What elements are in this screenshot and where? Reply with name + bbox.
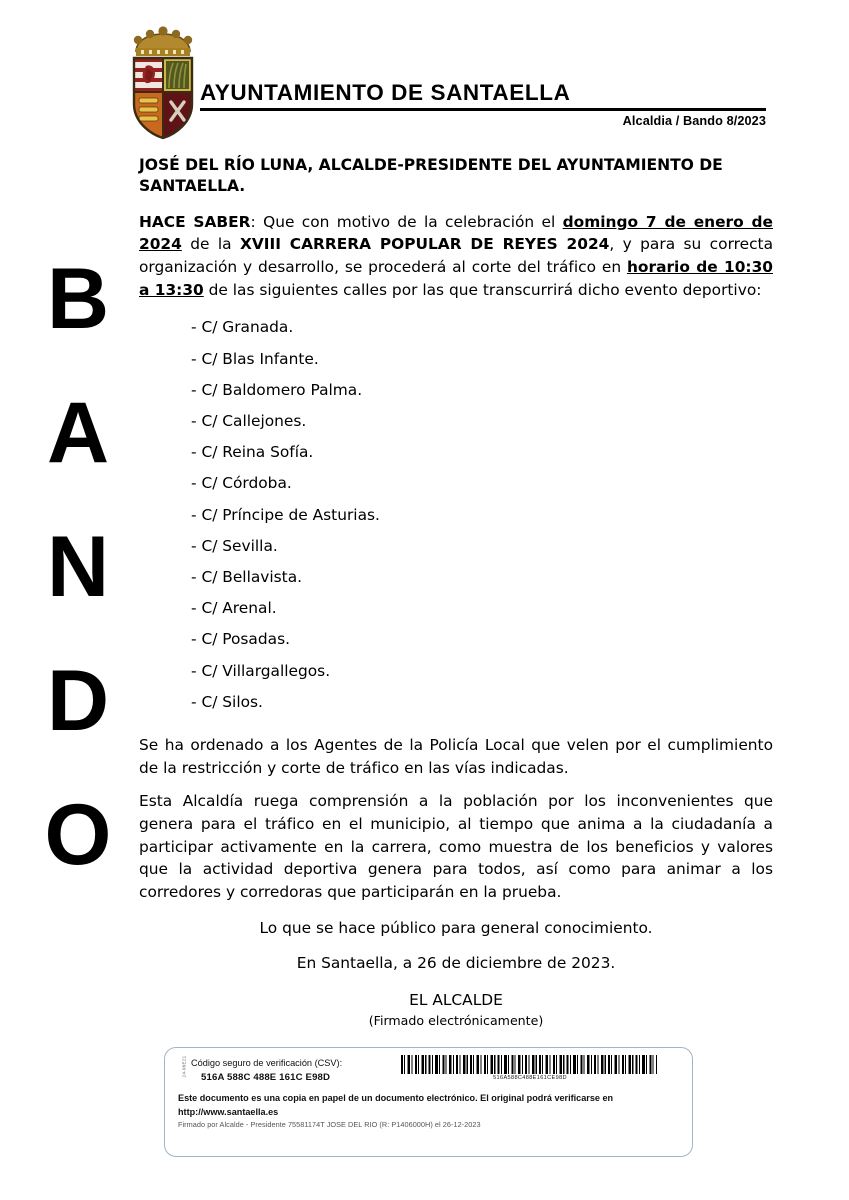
csv-note [178, 1092, 678, 1119]
police-paragraph: Se ha ordenado a los Agentes de la Policía Local que velen por el cumplimiento de la restricción y corte de tráfico en las vías indicadas. [139, 735, 773, 777]
document-reference-sidebar: 24-96E21 [181, 1055, 187, 1078]
list-item: - C/ Reina Sofía. [191, 443, 314, 462]
list-item: - C/ Baldomero Palma. [191, 380, 363, 399]
list-item: - C/ Silos. [191, 692, 263, 711]
list-item: - C/ Blas Infante. [191, 349, 319, 368]
event-name: XVIII CARRERA POPULAR DE REYES 2024 [239, 235, 610, 254]
street-closure-list [139, 312, 773, 718]
bando-letter-n: N [46, 519, 110, 615]
bando-letter-o: O [44, 787, 112, 883]
public-notice-line: Lo que se hace público para general conocimiento. [259, 919, 653, 938]
event-date: domingo 7 de enero de 2024 [139, 212, 773, 254]
csv-barcode-block [401, 1055, 659, 1081]
declaration-paragraph [139, 211, 773, 302]
addressee-line: JOSÉ DEL RÍO LUNA, ALCALDE-PRESIDENTE DEL AYUNTAMIENTO DE SANTAELLA. [139, 156, 723, 195]
place-and-date: En Santaella, a 26 de diciembre de 2023. [296, 954, 616, 973]
list-item: - C/ Sevilla. [191, 536, 278, 555]
coat-of-arms-icon [126, 26, 200, 140]
csv-note-text: Este documento es una copia en papel de un documento electrónico. El original podrá verificarse en [178, 1093, 614, 1103]
list-item: - C/ Posadas. [191, 630, 290, 649]
declaration-lead: HACE SABER [139, 212, 251, 231]
signer-note: (Firmado electrónicamente) [368, 1013, 544, 1029]
declaration-after-lead: : Que con motivo de la celebración el [250, 212, 563, 231]
list-item: - C/ Granada. [191, 318, 294, 337]
verification-url[interactable]: http://www.santaella.es [178, 1106, 279, 1117]
list-item: - C/ Príncipe de Asturias. [191, 505, 380, 524]
csv-verification-box [164, 1047, 693, 1157]
closing-block [139, 734, 773, 1031]
document-header [0, 0, 849, 148]
appeal-paragraph: Esta Alcaldía ruega comprensión a la población por los inconvenientes que genera para el tráfico en el municipio, al tiempo que anima a la ciudadanía a participar activamente en la carrera, como muestra de los beneficios y valores que la actividad deportiva genera para todos, así como para animar a los corredores y corredoras que participarán en la prueba. [139, 792, 773, 901]
bando-letter-b: B [46, 251, 110, 347]
list-item: - C/ Arenal. [191, 599, 277, 618]
barcode-caption: 516A588C488E161CE98D [493, 1075, 567, 1081]
signer-title: EL ALCALDE [409, 990, 503, 1009]
barcode-icon [401, 1055, 657, 1074]
document-body [139, 155, 773, 1031]
declaration-tail: de las siguientes calles por las que transcurrirá dicho evento deportivo: [203, 280, 762, 299]
header-divider [200, 108, 766, 111]
declaration-mid-1: de la [181, 235, 240, 254]
csv-heading: Código seguro de verificación (CSV): [191, 1058, 343, 1068]
list-item: - C/ Bellavista. [191, 567, 303, 586]
schedule-range: horario de 10:30 a 13:30 [139, 258, 773, 299]
electronic-signature-line: Firmado por Alcalde - Presidente 75581174T JOSE DEL RIO (R: P1406000H) el 26-12-2023 [178, 1120, 481, 1129]
bando-letter-d: D [46, 653, 110, 749]
bando-vertical-label [28, 232, 128, 902]
page-title: AYUNTAMIENTO DE SANTAELLA [200, 80, 571, 105]
header-reference: Alcaldia / Bando 8/2023 [622, 114, 766, 128]
list-item: - C/ Córdoba. [191, 474, 292, 493]
header-title-block [200, 80, 770, 128]
list-item: - C/ Villargallegos. [191, 661, 331, 680]
bando-letter-a: A [46, 385, 110, 481]
list-item: - C/ Callejones. [191, 411, 307, 430]
csv-code-value: 516A 588C 488E 161C E98D [201, 1072, 331, 1083]
declaration-mid-2: , y para su correcta organización y desarrollo, se procederá al corte del tráfico en [139, 235, 774, 277]
